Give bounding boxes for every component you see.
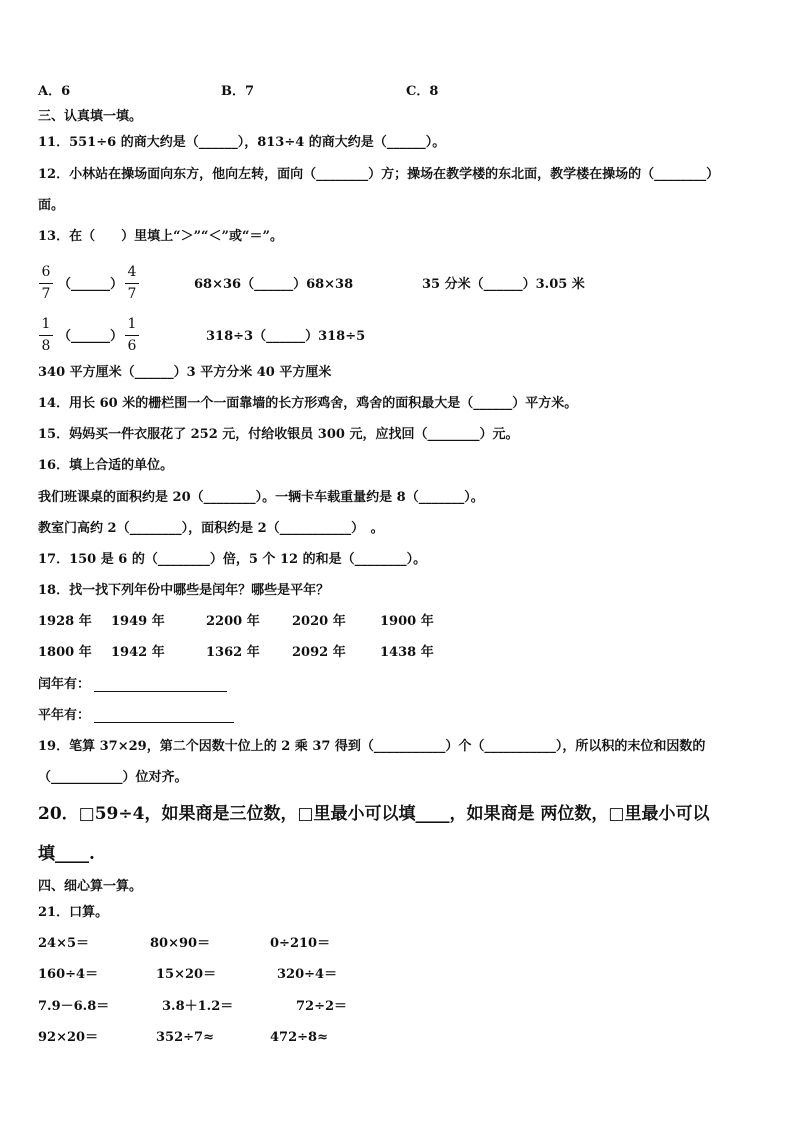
question-11: 11．551÷6 的商大约是（______），813÷4 的商大约是（______）。 [38, 135, 446, 150]
fraction-1-6: 1 6 [124, 316, 140, 356]
question-13: 13．在（ ）里填上“＞”“＜”或“＝”。 [38, 229, 283, 244]
question-12-line1: 12．小林站在操场面向东方，他向左转，面向（________）方；操场在教学楼的东北面，教学楼在操场的（________） [38, 167, 720, 182]
section-4-heading: 四、细心算一算。 [38, 879, 143, 894]
common-year-label: 平年有： [38, 708, 91, 723]
calc-item: 15×20＝ [156, 967, 217, 982]
compare-expr-3: 35 分米（______）3.05 米 [422, 277, 585, 292]
section-3-heading: 三、认真填一填。 [38, 109, 143, 124]
question-19-line1: 19．笔算 37×29，第二个因数十位上的 2 乘 37 得到（___________）个（___________），所以积的末位和因数的 [38, 739, 706, 754]
option-b: B．7 [221, 84, 255, 99]
compare-expr-4: 318÷3（______）318÷5 [206, 329, 366, 344]
question-16-line2: 教室门高约 2（________），面积约是 2（___________） 。 [38, 521, 384, 536]
year-item: 1438 年 [380, 645, 434, 660]
compare-expr-5: 340 平方厘米（______）3 平方分米 40 平方厘米 [38, 365, 332, 380]
calc-item: 472÷8≈ [270, 1030, 328, 1045]
compare-blank-3: （______） [58, 329, 124, 344]
year-item: 1928 年 [38, 614, 92, 629]
year-item: 1942 年 [111, 645, 165, 660]
compare-blank-1: （______） [58, 277, 124, 292]
compare-expr-2: 68×36（______）68×38 [194, 277, 354, 292]
question-18: 18．找一找下列年份中哪些是闰年？哪些是平年？ [38, 583, 330, 598]
year-item: 1362 年 [206, 645, 260, 660]
fraction-6-7: 6 7 [38, 264, 54, 304]
calc-item: 80×90＝ [150, 936, 211, 951]
calc-item: 3.8＋1.2＝ [162, 999, 234, 1014]
question-21: 21．口算。 [38, 905, 109, 920]
calc-item: 24×5＝ [38, 936, 90, 951]
calc-item: 352÷7≈ [156, 1030, 214, 1045]
question-14: 14．用长 60 米的栅栏围一个一面靠墙的长方形鸡舍，鸡舍的面积最大是（______）平方米。 [38, 396, 578, 411]
fraction-1-8: 1 8 [38, 316, 54, 356]
leap-year-label: 闰年有： [38, 677, 91, 692]
common-year-answer-line [94, 722, 234, 723]
calc-item: 72÷2＝ [296, 999, 348, 1014]
year-item: 2020 年 [292, 614, 346, 629]
question-16-line1: 我们班课桌的面积约是 20（________）。一辆卡车载重量约是 8（_______）。 [38, 490, 484, 505]
calc-item: 160÷4＝ [38, 967, 99, 982]
option-c: C．8 [406, 84, 439, 99]
question-20-line1: 20．□59÷4，如果商是三位数，□里最小可以填____，如果商是 两位数，□里最小可以 [38, 804, 710, 824]
question-19-line2: （___________）位对齐。 [38, 770, 188, 785]
question-16: 16．填上合适的单位。 [38, 458, 174, 473]
year-item: 1800 年 [38, 645, 92, 660]
calc-item: 7.9－6.8＝ [38, 999, 110, 1014]
fraction-4-7: 4 7 [124, 264, 140, 304]
leap-year-answer-line [94, 691, 227, 692]
question-15: 15．妈妈买一件衣服花了 252 元，付给收银员 300 元，应找回（________）元。 [38, 427, 519, 442]
year-item: 2200 年 [206, 614, 260, 629]
year-item: 1900 年 [380, 614, 434, 629]
calc-item: 92×20＝ [38, 1030, 99, 1045]
calc-item: 320÷4＝ [277, 967, 338, 982]
question-17: 17．150 是 6 的（________）倍，5 个 12 的和是（________）。 [38, 552, 427, 567]
question-12-line2: 面。 [38, 198, 65, 213]
year-item: 2092 年 [292, 645, 346, 660]
calc-item: 0÷210＝ [270, 936, 331, 951]
option-a: A．6 [38, 84, 71, 99]
year-item: 1949 年 [111, 614, 165, 629]
question-20-line2: 填____. [38, 844, 95, 864]
